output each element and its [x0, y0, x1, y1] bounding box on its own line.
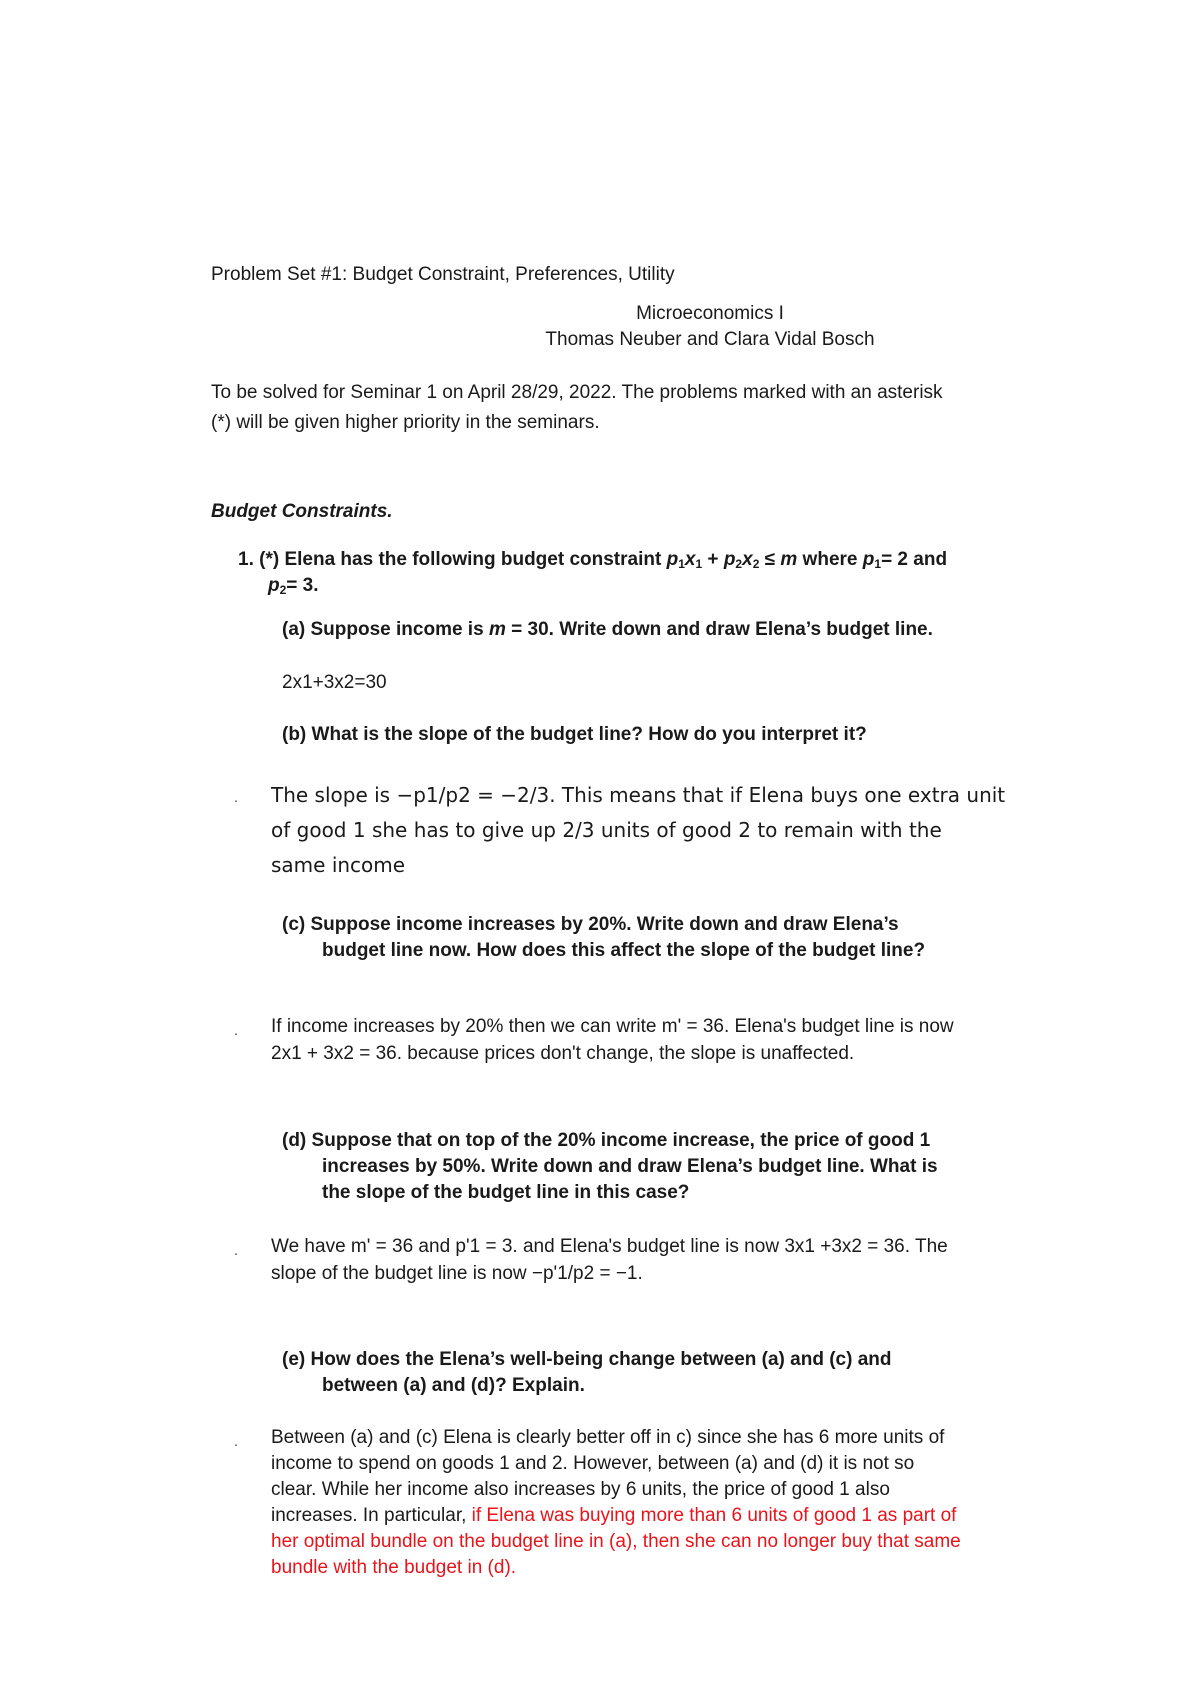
authors: Thomas Neuber and Clara Vidal Bosch [545, 329, 875, 350]
problem-1-question-cont: $p_2= 3$. [268, 575, 319, 597]
part-b-answer-line3: same income [271, 853, 406, 877]
highlighted-answer: if Elena was buying more than 6 units of good 1 as part of [471, 1505, 957, 1526]
part-e-answer-line4: increases. In particular, if Elena was buying more than 6 units of good 1 as part of [271, 1505, 957, 1526]
part-e-answer-line6: bundle with the budget in (d). [271, 1557, 517, 1578]
part-b-answer-line1: The slope is −p1/p2 = −2/3. This means that if Elena buys one extra unit [271, 783, 1006, 807]
bullet-marker: . [234, 1242, 238, 1258]
bullet-marker: . [234, 1433, 238, 1449]
course-name: Microeconomics I [636, 303, 784, 324]
part-c-question-line1: (c) Suppose income increases by 20%. Write down and draw Elena’s [282, 914, 899, 935]
part-b-answer-line2: of good 1 she has to give up 2/3 units of good 2 to remain with the [271, 818, 942, 842]
part-c-answer-line2: 2x1 + 3x2 = 36. because prices don't change, the slope is unaffected. [271, 1043, 855, 1064]
part-d-answer-line2: slope of the budget line is now −p'1/p2 = −1. [271, 1263, 643, 1284]
part-c-answer-line1: If income increases by 20% then we can write m' = 36. Elena's budget line is now [271, 1016, 954, 1037]
part-d-question-line2: increases by 50%. Write down and draw Elena’s budget line. What is [322, 1156, 938, 1177]
part-a-question: (a) Suppose income is m = 30. Write down and draw Elena’s budget line. [282, 619, 933, 640]
document-title: Problem Set #1: Budget Constraint, Preferences, Utility [211, 264, 675, 285]
part-e-question-line1: (e) How does the Elena’s well-being change between (a) and (c) and [282, 1349, 892, 1370]
part-d-answer-line1: We have m' = 36 and p'1 = 3. and Elena's budget line is now 3x1 +3x2 = 36. The [271, 1236, 948, 1257]
part-e-answer-line3: clear. While her income also increases by 6 units, the price of good 1 also [271, 1479, 890, 1500]
part-d-question-line1: (d) Suppose that on top of the 20% income increase, the price of good 1 [282, 1130, 931, 1151]
section-heading: Budget Constraints. [211, 501, 393, 522]
part-e-question-line2: between (a) and (d)? Explain. [322, 1375, 585, 1396]
part-e-answer-line2: income to spend on goods 1 and 2. However, between (a) and (d) it is not so [271, 1453, 915, 1474]
part-c-question-line2: budget line now. How does this affect the slope of the budget line? [322, 940, 926, 961]
intro-text-line2: (*) will be given higher priority in the seminars. [211, 412, 600, 433]
part-e-answer-line5: her optimal bundle on the budget line in (a), then she can no longer buy that same [271, 1531, 961, 1552]
part-a-answer: 2x1+3x2=30 [282, 672, 387, 693]
bullet-marker: . [234, 789, 238, 805]
problem-1-question: 1. (*) Elena has the following budget constraint $p_1x_1 + p_2x_2 \le m$ where $p_1= 2$ and [238, 549, 948, 571]
part-e-answer-line1: Between (a) and (c) Elena is clearly better off in c) since she has 6 more units of [271, 1427, 945, 1448]
part-b-question: (b) What is the slope of the budget line? How do you interpret it? [282, 724, 867, 745]
part-d-question-line3: the slope of the budget line in this case? [322, 1182, 690, 1203]
bullet-marker: . [234, 1022, 238, 1038]
intro-text-line1: To be solved for Seminar 1 on April 28/29, 2022. The problems marked with an asterisk [211, 382, 943, 403]
